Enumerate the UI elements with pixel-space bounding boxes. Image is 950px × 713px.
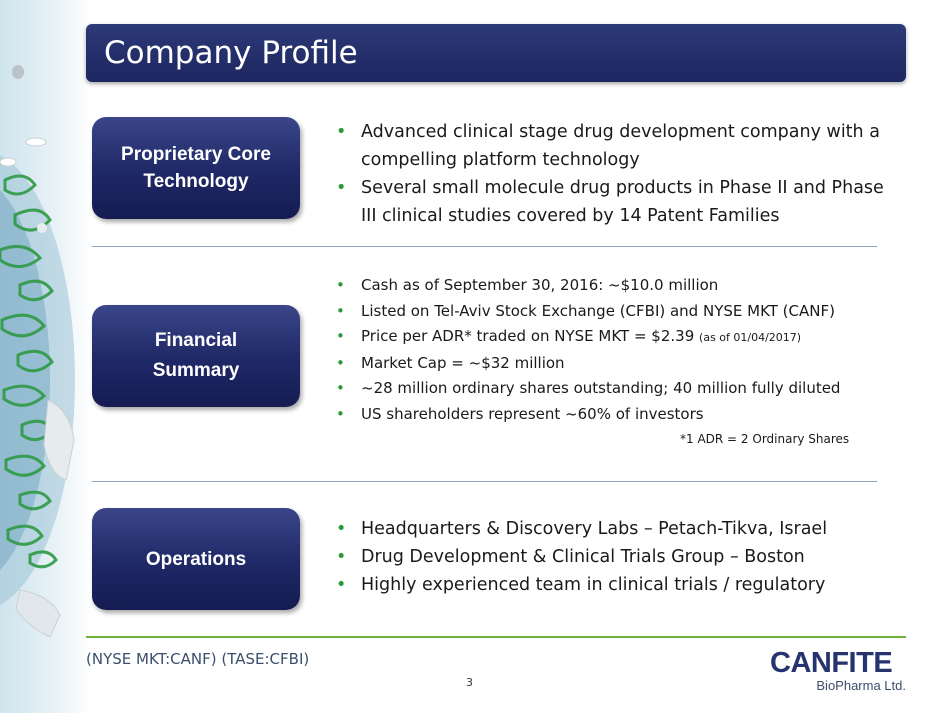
financial-bullet-list: [336, 273, 916, 427]
price-date-note: (as of 01/04/2017): [699, 331, 802, 344]
page-number: 3: [466, 676, 473, 689]
bullet-text: ~28 million ordinary shares outstanding; 40 million fully diluted: [361, 379, 841, 397]
list-item: [336, 299, 916, 325]
list-item: [336, 402, 916, 428]
list-item: • Several small molecule drug products in Phase II and Phase III clinical studies covered by 14 Patent Families: [336, 174, 896, 230]
list-item: • Headquarters & Discovery Labs – Petach-Tikva, Israel: [336, 515, 906, 543]
logo-name: CANFITE: [770, 647, 893, 679]
section-label-line: Operations: [145, 548, 247, 570]
decorative-molecule-art: [0, 0, 92, 713]
section-label-line: Summary: [152, 360, 240, 381]
operations-bullet-list: [336, 515, 906, 599]
title-bar: [86, 24, 906, 82]
technology-bullet-list: [336, 118, 896, 230]
section-label-line: Proprietary Core: [121, 144, 271, 165]
list-item: [336, 273, 916, 299]
section-divider: [92, 481, 877, 482]
list-item: [336, 351, 916, 377]
bullet-text: Market Cap = ~$32 million: [361, 353, 565, 372]
section-label-proprietary-core-technology: [92, 117, 300, 219]
list-item: • Drug Development & Clinical Trials Group – Boston: [336, 543, 906, 571]
section-divider: [92, 246, 877, 247]
bullet-text: Price per ADR* traded on NYSE MKT = $2.39: [361, 327, 700, 345]
list-item: [336, 376, 916, 402]
adr-footnote: *1 ADR = 2 Ordinary Shares: [680, 432, 850, 446]
logo-subtitle: BioPharma Ltd.: [816, 678, 906, 693]
section-label-operations: [92, 508, 300, 610]
list-item: • Advanced clinical stage drug development company with a compelling platform technology: [336, 118, 896, 174]
section-label-line: Technology: [143, 171, 249, 192]
section-label-financial-summary: [92, 305, 300, 407]
list-item: [336, 324, 916, 351]
bullet-text: US shareholders represent ~60% of investors: [361, 404, 704, 423]
footer-divider: [86, 636, 906, 638]
bullet-text: Listed on Tel-Aviv Stock Exchange (CFBI) and NYSE MKT (CANF): [361, 301, 835, 320]
list-item: • Highly experienced team in clinical trials / regulatory: [336, 571, 906, 599]
company-logo: [770, 648, 910, 693]
ticker-symbols: (NYSE MKT:CANF) (TASE:CFBI): [86, 650, 310, 668]
bullet-text: Cash as of September 30, 2016: ~$10.0 million: [361, 276, 719, 294]
page-title: Company Profile: [104, 35, 358, 71]
section-label-line: Financial: [154, 330, 238, 351]
